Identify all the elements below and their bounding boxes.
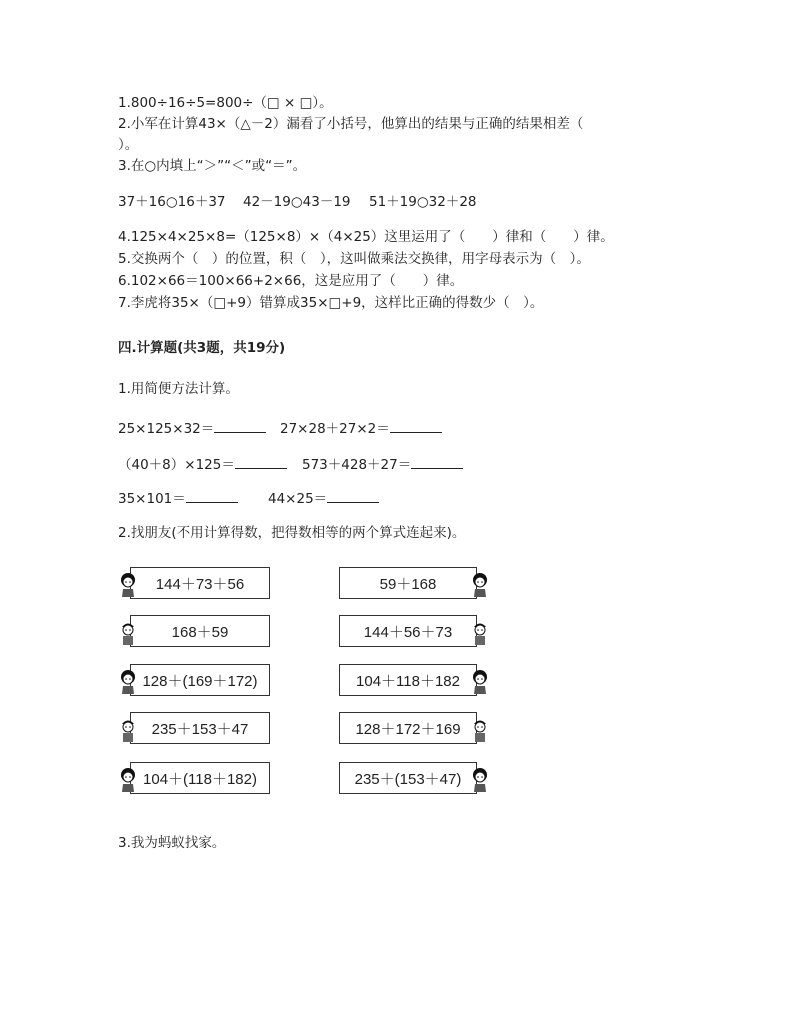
- answer-blank[interactable]: [390, 418, 442, 433]
- calc-expr-group: [268, 488, 379, 508]
- section-heading: 四.计算题(共3题，共19分): [118, 340, 286, 356]
- calc-expr: 35×101＝: [118, 491, 186, 507]
- question-5: 5.交换两个（ ）的位置，积（ ），这叫做乘法交换律，用字母表示为（ ）。: [118, 251, 590, 267]
- calc-row-1: [118, 418, 390, 438]
- calc-q3-title: 3.我为蚂蚁找家。: [118, 835, 226, 851]
- calc-expr: 25×125×32＝: [118, 421, 215, 437]
- right-expression-box[interactable]: 128＋172＋169: [339, 712, 477, 744]
- left-expression-box[interactable]: 128＋(169＋172): [130, 664, 270, 696]
- question-7: 7.李虎将35×（□+9）错算成35×□+9，这样比正确的得数少（ ）。: [118, 295, 544, 311]
- right-expression-box[interactable]: 59＋168: [339, 567, 477, 599]
- boy-cartoon-icon: [118, 620, 138, 646]
- boy-cartoon-icon: [470, 717, 490, 743]
- question-4: 4.125×4×25×8=（125×8）×（4×25）这里运用了（ ）律和（ ）律。: [118, 229, 614, 245]
- answer-blank[interactable]: [186, 488, 238, 503]
- question-6: 6.102×66＝100×66+2×66，这是应用了（ ）律。: [118, 273, 464, 289]
- question-1: 1.800÷16÷5=800÷（□ × □）。: [118, 95, 333, 111]
- girl-cartoon-icon: [118, 767, 138, 793]
- calc-row-2: [118, 454, 412, 474]
- left-expression-box[interactable]: 168＋59: [130, 615, 270, 647]
- answer-blank[interactable]: [214, 418, 266, 433]
- right-expression-box[interactable]: 104＋118＋182: [339, 664, 477, 696]
- answer-blank[interactable]: [235, 454, 287, 469]
- right-expression-box[interactable]: 144＋56＋73: [339, 615, 477, 647]
- calc-expr: 27×28＋27×2＝: [280, 421, 390, 437]
- calc-expr: 573＋428＋27＝: [302, 457, 412, 473]
- left-expression-box[interactable]: 235＋153＋47: [130, 712, 270, 744]
- girl-cartoon-icon: [470, 767, 490, 793]
- boy-cartoon-icon: [118, 717, 138, 743]
- boy-cartoon-icon: [470, 620, 490, 646]
- calc-q2-title: 2.找朋友(不用计算得数，把得数相等的两个算式连起来)。: [118, 525, 466, 541]
- left-expression-box[interactable]: 104＋(118＋182): [130, 762, 270, 794]
- question-2-line-2: ）。: [118, 137, 139, 153]
- girl-cartoon-icon: [470, 669, 490, 695]
- girl-cartoon-icon: [118, 669, 138, 695]
- girl-cartoon-icon: [470, 572, 490, 598]
- compare-item-3: 51＋19○32＋28: [369, 194, 477, 210]
- compare-item-2: 42－19○43－19: [243, 194, 351, 210]
- question-2-line-1: 2.小军在计算43×（△－2）漏看了小括号，他算出的结果与正确的结果相差（: [118, 116, 584, 132]
- answer-blank[interactable]: [411, 454, 463, 469]
- question-3-items: [118, 193, 477, 211]
- calc-expr: 44×25＝: [268, 491, 328, 507]
- compare-item-1: 37＋16○16＋37: [118, 194, 226, 210]
- calc-expr-group: [280, 418, 442, 438]
- calc-q1-title: 1.用简便方法计算。: [118, 381, 239, 397]
- right-expression-box[interactable]: 235＋(153＋47): [339, 762, 477, 794]
- calc-expr-group: [302, 454, 463, 474]
- calc-row-3: [118, 488, 328, 508]
- left-expression-box[interactable]: 144＋73＋56: [130, 567, 270, 599]
- question-3: 3.在○内填上“＞”“＜”或“＝”。: [118, 158, 307, 174]
- calc-expr: （40＋8）×125＝: [118, 457, 235, 473]
- girl-cartoon-icon: [118, 572, 138, 598]
- answer-blank[interactable]: [327, 488, 379, 503]
